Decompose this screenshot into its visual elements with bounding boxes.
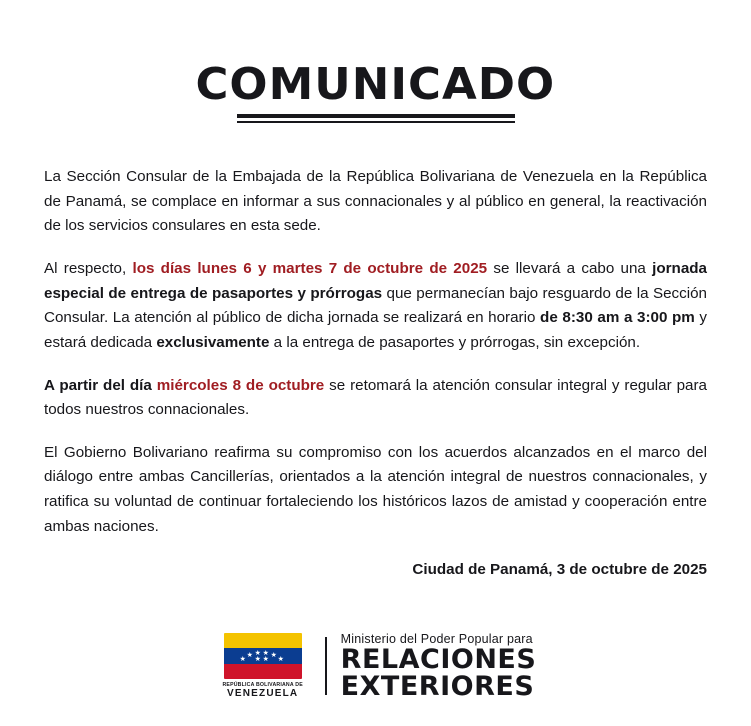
- text-run: se llevará a cabo una: [487, 260, 653, 278]
- footer-divider: [325, 637, 327, 695]
- text-run: Al respecto,: [44, 260, 133, 278]
- page-title: COMUNICADO: [195, 59, 556, 110]
- text-run: los días lunes 6 y martes 7 de octubre de 2025: [132, 260, 488, 278]
- paragraph-2: [44, 257, 707, 356]
- text-run: A partir del día: [44, 376, 157, 394]
- venezuela-flag-block: [215, 633, 311, 699]
- text-run: El Gobierno Bolivariano reafirma su compromiso con los acuerdos alcanzados en el marco del diálogo entre ambas Cancillerías, orientados a la atención integral de nuestros connacionales, y ratifica su voluntad de continuar fortaleciendo los históricos lazos de amistad y cooperación entre ambas naciones.: [44, 443, 707, 535]
- text-run: se retomará la atención consular integral y regular para todos nuestros connacionales.: [44, 376, 707, 419]
- text-run: La Sección Consular de la Embajada de la República Bolivariana de Venezuela en la República de Panamá, se complace en informar a sus connacionales y al público en general, la reactivación de los servicios consulares en esta sede.: [44, 168, 707, 235]
- text-run: que permanecían bajo resguardo de la Sección Consular. La atención al público de dicha jornada se realizará en horario: [44, 284, 707, 327]
- paragraph-4: [44, 441, 707, 540]
- ministry-line-main-1: RELACIONES: [340, 644, 537, 676]
- signature-line: Ciudad de Panamá, 3 de octubre de 2025: [412, 561, 707, 579]
- flag-caption-top: REPÚBLICA BOLIVARIANA DE: [222, 682, 303, 689]
- ministry-line-top: Ministerio del Poder Popular para: [340, 632, 533, 647]
- ministry-block: [341, 632, 537, 700]
- document-body: [44, 165, 707, 539]
- flag-band-yellow: [224, 633, 302, 648]
- paragraph-1: [44, 165, 707, 239]
- footer-logo: [0, 632, 751, 700]
- text-run: miércoles 8 de octubre: [156, 376, 325, 394]
- ministry-line-main-2: EXTERIORES: [340, 670, 535, 702]
- text-run: exclusivamente: [156, 333, 270, 351]
- text-run: jornada especial de entrega de pasaportes y prórrogas: [44, 260, 707, 302]
- document-header: [44, 0, 707, 123]
- title-rule-thin: [237, 121, 515, 123]
- title-underline: [237, 114, 515, 123]
- text-run: y estará dedicada: [44, 309, 707, 351]
- venezuela-flag-icon: [224, 633, 302, 679]
- text-run: a la entrega de pasaportes y prórrogas, sin excepción.: [269, 333, 641, 351]
- flag-band-red: [224, 664, 302, 679]
- paragraph-3: [44, 374, 707, 423]
- text-run: de 8:30 am a 3:00 pm: [540, 309, 695, 327]
- title-rule-thick: [237, 114, 515, 118]
- flag-stars: ★ ★ ★ ★ ★ ★ ★ ★: [239, 650, 284, 664]
- flag-caption-main: VENEZUELA: [226, 688, 299, 700]
